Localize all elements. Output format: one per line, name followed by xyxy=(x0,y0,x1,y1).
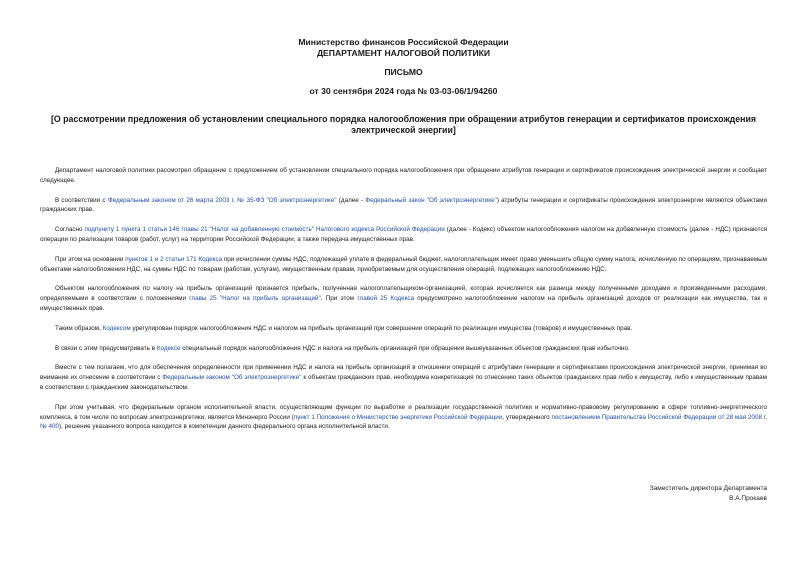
letter-body xyxy=(40,166,767,442)
text: Вместе с тем полагаем, что для обеспечения определенности при применении НДС и налога на прибыль организаций в отношении операций с атрибутами генерации и сертификатами происхождения электрической энергии, принимая во внимание их отнесение в соответствии с xyxy=(40,364,767,382)
paragraph-4 xyxy=(40,255,767,275)
paragraph-3 xyxy=(40,225,767,245)
text: . При этом xyxy=(320,295,358,303)
document-type: ПИСЬМО xyxy=(384,67,423,77)
paragraph-8 xyxy=(40,363,767,392)
link-article-171[interactable]: пунктов 1 и 2 статьи 171 Кодекса xyxy=(125,255,223,263)
link-tax-code-article-146[interactable]: подпункту 1 пункта 1 статьи 146 главы 21 "Налог на добавленную стоимость" Налогового кодекса Российской Федерации xyxy=(84,226,445,234)
paragraph-7 xyxy=(40,344,767,354)
signatory-name: В.А.Прокаев xyxy=(729,495,767,502)
text: , утвержденного xyxy=(502,413,552,421)
text: урегулирован порядок налогообложения НДС и налогом на прибыль организаций при совершении операций по реализации имущества (товаров) и имущественных прав. xyxy=(130,324,633,332)
text: Объектом налогообложения по налогу на прибыль организаций признается прибыль, полученная налогоплательщиком-организацией, которая исчисляется как разница между полученными доходами и произведенными расходами, определяемыми в соответствии с положениями xyxy=(40,285,767,303)
link-code[interactable]: Кодексом xyxy=(102,324,131,332)
signature-block xyxy=(650,484,767,504)
text: (далее - xyxy=(336,196,366,204)
text: В соответствии с xyxy=(55,196,108,204)
link-ministry-regulation[interactable]: пункт 1 Положения о Министерстве энергетики Российской Федерации xyxy=(293,413,503,421)
ministry-name: Министерство финансов Российской Федерации xyxy=(298,37,509,47)
text: В связи с этим предусматривать в xyxy=(55,344,157,352)
link-government-resolution[interactable]: постановлением Правительства Российской Федерации от 28 мая 2008 г. № 400 xyxy=(40,413,767,431)
link-chapter-25[interactable]: главы 25 "Налог на прибыль организаций" xyxy=(189,295,321,303)
link-federal-law[interactable]: Федеральным законом от 26 марта 2003 г. № 35-ФЗ "Об электроэнергетике" xyxy=(107,196,337,204)
document-subject: [О рассмотрении предложения об установлении специального порядка налогообложения при обращении атрибутов генерации и сертификатов происхождения электрической энергии] xyxy=(50,114,757,135)
text: ) атрибуты генерации и сертификаты происхождения электроэнергии являются объектами гражданских прав. xyxy=(40,196,767,214)
text: специальный порядок налогообложения НДС и налога на прибыль организаций при обращении вышеуказанных объектов гражданских прав избыточно. xyxy=(180,344,630,352)
text: (далее - Кодекс) объектом налогообложения налогом на добавленную стоимость (далее - НДС) признаются операции по реализации товаров (работ, услуг) на территории Российской Федерации, а также передача имущественных прав. xyxy=(40,226,767,243)
text: при исчислении суммы НДС, подлежащей уплате в федеральный бюджет, налогоплательщик имеет право уменьшить общую сумму налога, исчисленную по операциям, признаваемым объектами налогообложения НДС, на суммы НДС по товарам (работам, услугам), имущественным правам, приобретаемым для осуществления операций, подлежащих налогообложению НДС. xyxy=(40,255,767,273)
text: ), решение указанного вопроса находится в компетенции данного федерального органа исполнительной власти. xyxy=(59,423,390,431)
text: Департамент налоговой политики рассмотрел обращение с предложением об установлении специального порядка налогообложения при обращении атрибутов генерации и сертификатов происхождения электрической энергии и сообщает следующее. xyxy=(40,167,767,184)
paragraph-9 xyxy=(40,403,767,432)
text: При этом учитывая, что федеральным органом исполнительной власти, осуществляющим функции по выработке и реализации государственной политики и нормативно-правовому регулированию в сфере топливно-энергетического комплекса, в том числе по вопросам электроэнергетики, является Минэнерго России ( xyxy=(40,403,767,421)
department-name: ДЕПАРТАМЕНТ НАЛОГОВОЙ ПОЛИТИКИ xyxy=(316,47,491,58)
link-chapter-25-code[interactable]: главой 25 Кодекса xyxy=(357,295,415,303)
paragraph-6 xyxy=(40,324,767,334)
paragraph-2 xyxy=(40,196,767,216)
link-federal-law-short[interactable]: Федеральный закон "Об электроэнергетике" xyxy=(365,196,497,204)
text: Таким образом, xyxy=(55,324,103,332)
letterhead xyxy=(0,37,807,58)
text: При этом на основании xyxy=(55,255,126,263)
text: к объектам гражданских прав, необходима конкретизация по отнесению таких объектов гражданских прав либо к имуществу, либо к имущественным правам в соответствии с гражданским законодательством. xyxy=(40,374,767,391)
signatory-position: Заместитель директора Департамента xyxy=(649,485,767,492)
document-date-number: от 30 сентября 2024 года № 03-03-06/1/94260 xyxy=(309,86,498,96)
paragraph-1 xyxy=(40,166,767,186)
text: Согласно xyxy=(55,226,85,234)
paragraph-5 xyxy=(40,284,767,313)
link-federal-law-electricity[interactable]: Федеральным законом "Об электроэнергетике" xyxy=(162,374,302,382)
text: предусмотрено налогообложение налогом на прибыль организаций доходов от реализации как имущества, так и имущественных прав. xyxy=(40,295,768,312)
link-code-2[interactable]: Кодексе xyxy=(156,344,181,352)
